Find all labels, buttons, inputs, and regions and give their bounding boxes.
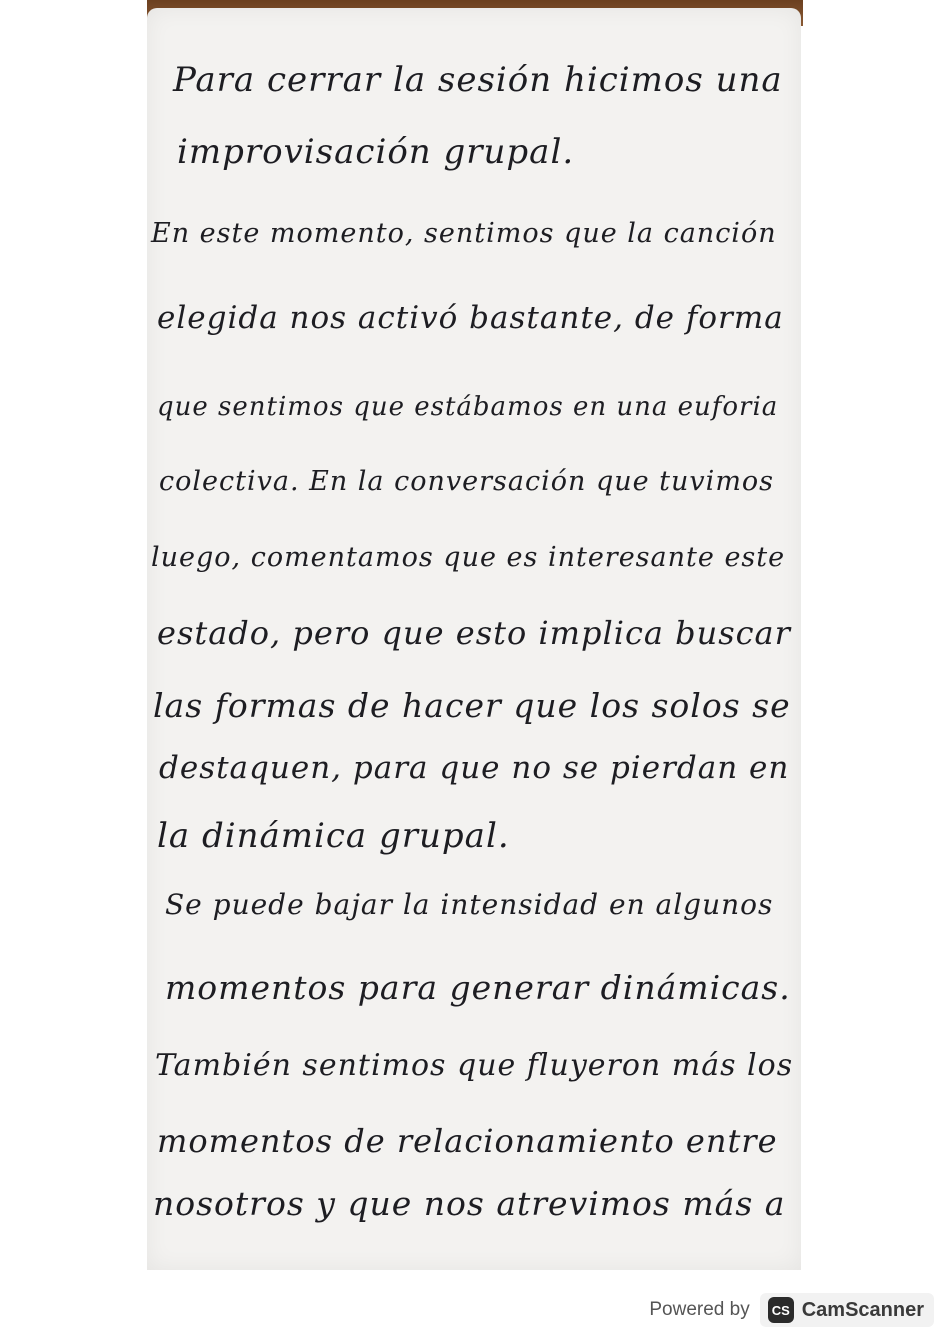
text-line: nosotros y que nos atrevimos más a [153,1184,786,1223]
text-line: colectiva. En la conversación que tuvimos [159,466,775,497]
text-line: estado, pero que esto implica buscar [157,614,791,652]
text-line: También sentimos que fluyeron más los [155,1048,794,1083]
text-line: que sentimos que estábamos en una euforia [157,392,779,422]
camscanner-logo-icon: CS [768,1297,794,1323]
text-line: momentos para generar dinámicas. [165,968,791,1007]
text-line: momentos de relacionamiento entre [157,1122,778,1160]
text-line: En este momento, sentimos que la canción [151,218,777,249]
notebook-page [147,8,801,1270]
text-line: elegida nos activó bastante, de forma [157,300,784,336]
handwritten-text [147,8,801,1270]
text-line: luego, comentamos que es interesante este [151,542,786,573]
scanner-watermark [649,1290,934,1330]
text-line: improvisación grupal. [177,132,575,172]
text-line: Para cerrar la sesión hicimos una [173,60,783,100]
brand-name: CamScanner [801,1298,924,1321]
text-line: destaquen, para que no se pierdan en [159,750,790,786]
camscanner-badge [760,1293,934,1327]
text-line: Se puede bajar la intensidad en algunos [165,888,774,921]
text-line: la dinámica grupal. [157,816,510,856]
text-line: las formas de hacer que los solos se [153,686,791,725]
powered-by-label: Powered by [649,1299,750,1320]
